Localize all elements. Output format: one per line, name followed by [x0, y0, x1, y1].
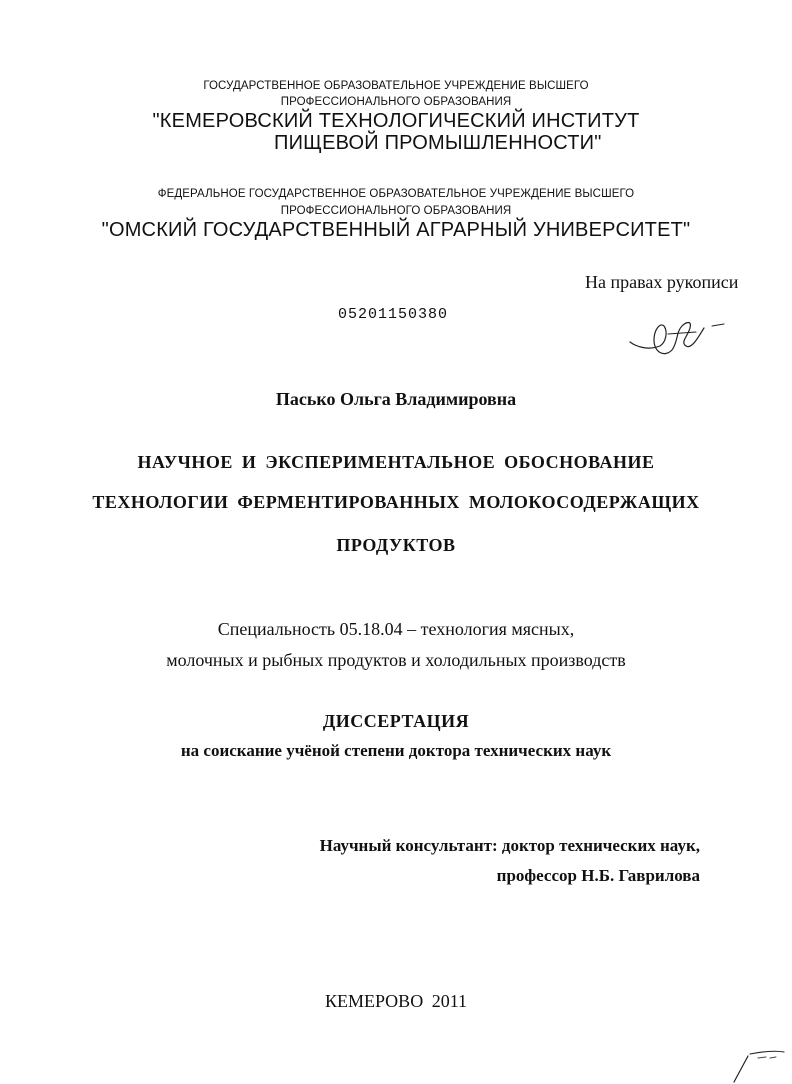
degree-line: на соискание учёной степени доктора технических наук [180, 741, 612, 760]
institution-1-line2: ПРОФЕССИОНАЛЬНОГО ОБРАЗОВАНИЯ [280, 96, 512, 108]
institution-1-line1: ГОСУДАРСТВЕННОЕ ОБРАЗОВАТЕЛЬНОЕ УЧРЕЖДЕНИЕ ВЫСШЕГО [203, 80, 589, 92]
consultant-line1: Научный консультант: доктор технических наук, [319, 836, 700, 855]
specialty-line2: молочных и рыбных продуктов и холодильных производств [166, 650, 626, 670]
title-line1: НАУЧНОЕ И ЭКСПЕРИМЕНТАЛЬНОЕ ОБОСНОВАНИЕ [137, 452, 655, 472]
corner-mark-drawing [732, 1048, 790, 1084]
consultant-line2: профессор Н.Б. Гаврилова [496, 866, 700, 885]
signature-drawing [620, 312, 740, 362]
institution-1-name-line1: "КЕМЕРОВСКИЙ ТЕХНОЛОГИЧЕСКИЙ ИНСТИТУТ [152, 110, 640, 132]
registry-number: 05201150380 [338, 306, 449, 323]
specialty-line1: Специальность 05.18.04 – технология мясных, [217, 619, 575, 639]
institution-2-line2: ПРОФЕССИОНАЛЬНОГО ОБРАЗОВАНИЯ [280, 205, 512, 217]
title-line2: ТЕХНОЛОГИИ ФЕРМЕНТИРОВАННЫХ МОЛОКОСОДЕРЖАЩИХ [92, 492, 700, 512]
manuscript-note: На правах рукописи [585, 272, 739, 292]
author-name: Пасько Ольга Владимировна [275, 389, 517, 409]
institution-2-name: "ОМСКИЙ ГОСУДАРСТВЕННЫЙ АГРАРНЫЙ УНИВЕРСИТЕТ" [101, 219, 691, 241]
institution-2-line1: ФЕДЕРАЛЬНОЕ ГОСУДАРСТВЕННОЕ ОБРАЗОВАТЕЛЬНОЕ УЧРЕЖДЕНИЕ ВЫСШЕГО [157, 188, 635, 200]
institution-1-name-line2: ПИЩЕВОЙ ПРОМЫШЛЕННОСТИ" [274, 132, 602, 154]
title-line3: ПРОДУКТОВ [336, 535, 456, 555]
city-year: КЕМЕРОВО 2011 [324, 991, 468, 1011]
work-type: ДИССЕРТАЦИЯ [322, 711, 470, 731]
